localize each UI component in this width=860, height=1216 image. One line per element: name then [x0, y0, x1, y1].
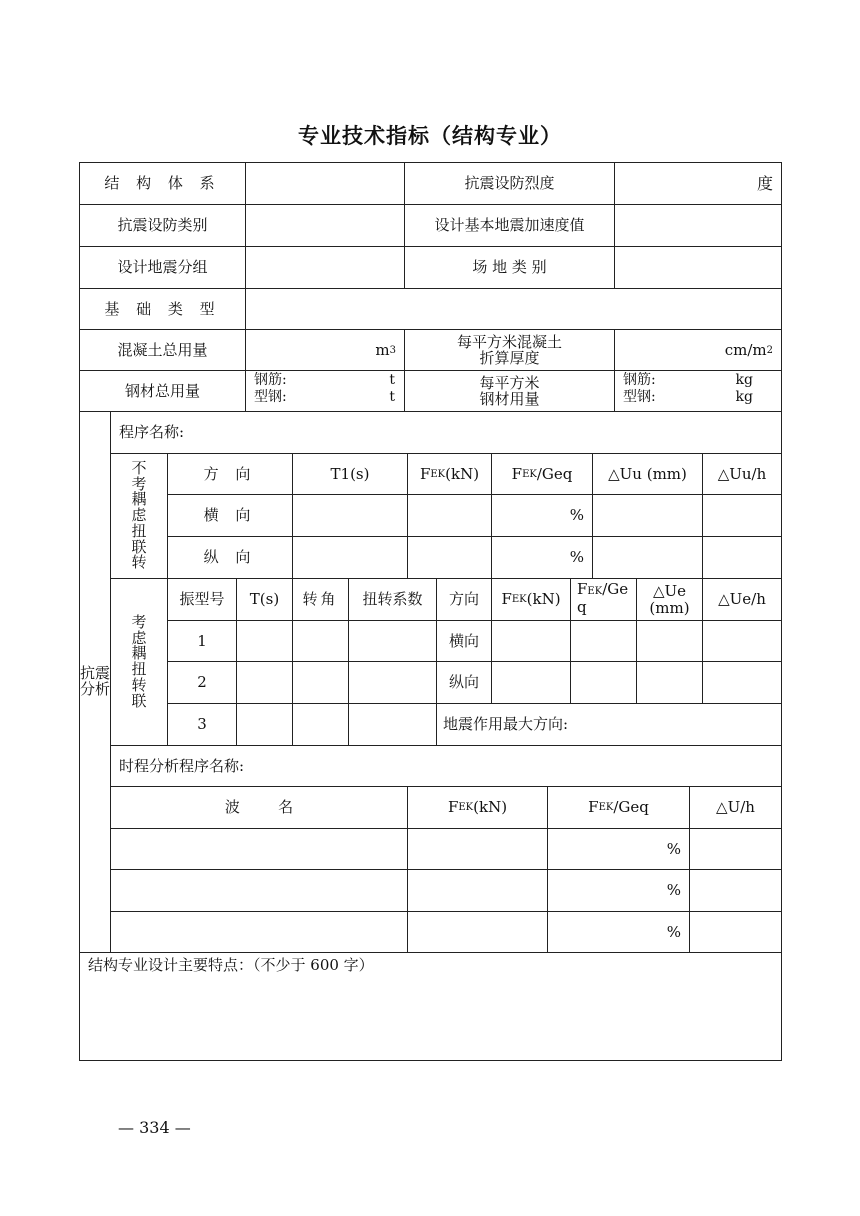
- delta-ue-header: [637, 579, 702, 620]
- wave-fek-geq-sub: EK: [598, 802, 614, 813]
- seismic-intensity-value[interactable]: 度: [756, 173, 773, 193]
- rebar-per-area-label: 钢筋:: [623, 372, 656, 388]
- time-history-program-label: 时程分析程序名称:: [119, 756, 245, 775]
- period-header: T(s): [249, 590, 280, 609]
- torsion-fek-unit: (kN): [526, 590, 561, 609]
- fek-sub: EK: [430, 468, 446, 480]
- site-category-value[interactable]: [615, 247, 781, 288]
- section-steel-label: 型钢:: [254, 389, 287, 405]
- torsion-fek-geq-ge: /Ge: [602, 580, 629, 598]
- torsion-fek-geq-sub: EK: [587, 586, 603, 597]
- delta-ue-line2: (mm): [649, 598, 690, 617]
- delta-ue-h-header: △Ue/h: [718, 590, 766, 609]
- steel-per-area-line1: 每平方米: [479, 373, 540, 392]
- structure-system-label: 结 构 体 系: [104, 174, 221, 193]
- mode-1: 1: [197, 631, 207, 650]
- concrete-per-area-line1: 每平方米混凝土: [456, 332, 562, 351]
- rotation-angle-header: 转角: [302, 590, 339, 609]
- transverse-t1-value[interactable]: [293, 495, 407, 536]
- torsion-fek-geq-line1: [577, 581, 628, 598]
- site-category-label: 场 地 类 别: [472, 258, 547, 277]
- thickness-unit: cm/m: [724, 340, 767, 359]
- mode-no-header: 振型号: [179, 590, 225, 609]
- direction-header: 方 向: [203, 464, 257, 483]
- torsion-fek-geq-header: [571, 579, 636, 620]
- longitudinal-t1-value[interactable]: [293, 537, 407, 578]
- fek-geq-geq: /Geq: [536, 464, 573, 483]
- transverse-fek-value[interactable]: [408, 495, 491, 536]
- concrete-per-area-line2: 折算厚度: [479, 349, 540, 367]
- section-steel-per-area-unit: kg: [735, 389, 753, 405]
- torsion-fek-geq-line2: q: [577, 598, 587, 616]
- thickness-unit-sup: 2: [766, 344, 773, 356]
- longitudinal-delta-uu-h-value[interactable]: [703, 537, 781, 578]
- section-steel-unit: t: [389, 389, 395, 405]
- concrete-per-area-label: [405, 330, 614, 370]
- program-name-label: 程序名称:: [119, 423, 185, 442]
- concrete-total-label: 混凝土总用量: [117, 340, 208, 359]
- seismic-group-value[interactable]: [246, 247, 404, 288]
- no-torsion-label: 不考耦虑扭联转: [131, 458, 147, 572]
- torsion-label: 考虑耦扭转联: [131, 612, 147, 710]
- torsion-fek-sub: EK: [511, 594, 527, 605]
- steel-per-area-value[interactable]: [615, 371, 781, 411]
- wave-fek-geq-f: F: [588, 798, 599, 817]
- foundation-type-value[interactable]: [246, 289, 781, 329]
- steel-total-label: 钢材总用量: [124, 381, 200, 400]
- torsion-fek-f: F: [501, 590, 512, 609]
- torsion-fek-header: [492, 579, 570, 620]
- wave-3-fek-geq[interactable]: %: [666, 922, 681, 941]
- rebar-label: 钢筋:: [254, 372, 287, 388]
- concrete-thickness-value[interactable]: [615, 330, 781, 370]
- transverse-delta-uu-value[interactable]: [593, 495, 702, 536]
- mode-2: 2: [197, 673, 207, 692]
- wave-fek-header: [408, 787, 547, 828]
- mode-3: 3: [197, 715, 207, 734]
- mode-1-direction: 横向: [448, 631, 479, 650]
- design-acceleration-value[interactable]: [615, 205, 781, 246]
- max-direction-label: 地震作用最大方向:: [443, 715, 569, 734]
- wave-delta-u-h-header: △U/h: [716, 798, 755, 817]
- design-features-label: 结构专业设计主要特点：（不少于 600 字）: [88, 956, 374, 974]
- concrete-unit: m: [375, 340, 390, 359]
- longitudinal-fek-geq-value[interactable]: %: [569, 548, 584, 567]
- torsion-fek-geq-f: F: [577, 580, 588, 598]
- fek-f: F: [419, 464, 431, 483]
- wave-fek-geq-header: [548, 787, 689, 828]
- mode-2-direction: 纵向: [448, 673, 479, 692]
- wave-fek-unit: (kN): [473, 798, 508, 817]
- transverse-fek-geq-value[interactable]: %: [569, 506, 584, 525]
- wave-name-header: 波 名: [224, 798, 294, 817]
- fek-geq-header: [492, 454, 592, 494]
- longitudinal-delta-uu-value[interactable]: [593, 537, 702, 578]
- structure-system-value[interactable]: [246, 163, 404, 204]
- concrete-unit-sup: 3: [389, 344, 396, 356]
- transverse-row-label: 横 向: [203, 506, 257, 525]
- direction-short-header: 方向: [448, 590, 479, 609]
- wave-fek-geq-geq: /Geq: [613, 798, 649, 817]
- rebar-unit: t: [389, 372, 395, 388]
- steel-per-area-label: [405, 371, 614, 411]
- seismic-intensity-label: 抗震设防烈度: [464, 174, 555, 193]
- delta-uu-mm-header: △Uu (mm): [608, 464, 687, 483]
- wave-fek-f: F: [447, 798, 459, 817]
- seismic-category-label: 抗震设防类别: [117, 216, 208, 235]
- longitudinal-row-label: 纵 向: [203, 548, 257, 567]
- page-number: — 334 —: [118, 1118, 191, 1137]
- delta-uu-h-header: △Uu/h: [717, 464, 767, 483]
- t1-header: T1(s): [330, 464, 370, 483]
- seismic-group-label: 设计地震分组: [117, 258, 208, 277]
- fek-geq-sub: EK: [522, 468, 537, 480]
- foundation-type-label: 基 础 类 型: [104, 299, 221, 318]
- steel-total-value[interactable]: [246, 371, 404, 411]
- wave-1-fek-geq[interactable]: %: [666, 839, 681, 858]
- wave-fek-sub: EK: [458, 802, 474, 813]
- section-steel-per-area-label: 型钢:: [623, 389, 656, 405]
- seismic-analysis-label: 抗震分析: [80, 664, 111, 698]
- fek-unit: (kN): [445, 464, 480, 483]
- longitudinal-fek-value[interactable]: [408, 537, 491, 578]
- wave-2-fek-geq[interactable]: %: [666, 881, 681, 900]
- fek-geq-f: F: [511, 464, 523, 483]
- page-title: 专业技术指标（结构专业）: [298, 124, 562, 148]
- transverse-delta-uu-h-value[interactable]: [703, 495, 781, 536]
- steel-per-area-line2: 钢材用量: [479, 390, 540, 408]
- fek-header: [408, 454, 491, 494]
- seismic-category-value[interactable]: [246, 205, 404, 246]
- delta-ue-line1: △Ue: [652, 582, 687, 600]
- rebar-per-area-unit: kg: [735, 372, 753, 388]
- torsion-coeff-header: 扭转系数: [362, 590, 423, 609]
- concrete-total-value[interactable]: [246, 330, 404, 370]
- design-acceleration-label: 设计基本地震加速度值: [434, 216, 585, 235]
